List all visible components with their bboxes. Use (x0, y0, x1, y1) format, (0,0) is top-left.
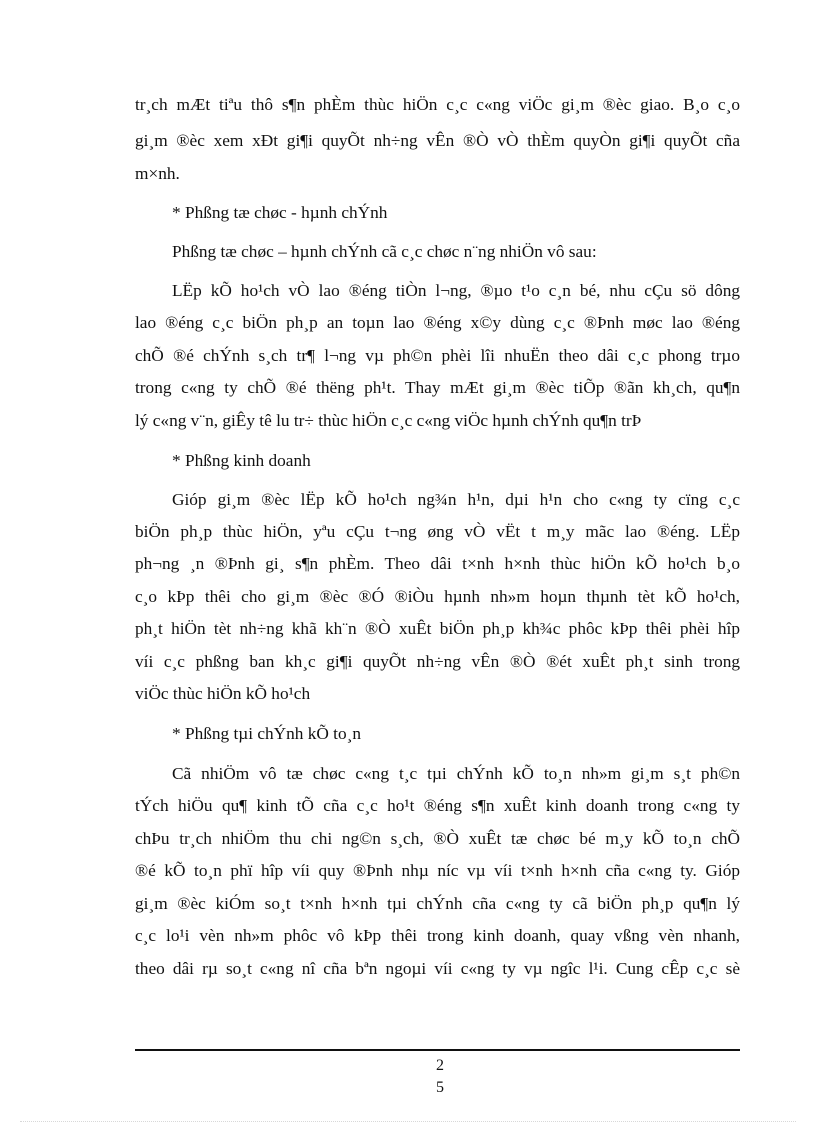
text-line: Cã nhiÖm vô tæ chøc c«ng t¸c tµi chÝnh kÕ to¸n nh»m gi¸m s¸t ph©n (172, 764, 740, 783)
text-line: tr¸ch mÆt tiªu thô s¶n phÈm thùc hiÖn c¸c c«ng viÖc gi¸m ®èc giao. B¸o c¸o (135, 95, 740, 114)
text-line: theo dâi rµ so¸t c«ng nî cña bªn ngoµi víi c«ng ty vµ ngîc l¹i. Cung cÊp c¸c sè (135, 959, 740, 978)
section-heading: * Phßng tæ chøc - hµnh chÝnh (172, 203, 388, 222)
page-number: 2 (436, 1057, 444, 1074)
text-line: tÝch hiÖu qu¶ kinh tÕ cña c¸c ho¹t ®éng s¶n xuÊt kinh doanh trong c«ng ty (135, 796, 740, 815)
text-line: chÕ ®é chÝnh s¸ch tr¶ l¬ng vµ ph©n phèi lîi nhuËn theo dâi c¸c phong trµo (135, 346, 740, 365)
text-line: ®é kÕ to¸n phï hîp víi quy ®Þnh nhµ níc vµ víi t×nh h×nh cña c«ng ty. Gióp (135, 861, 740, 880)
text-line: viÖc thùc hiÖn kÕ ho¹ch (135, 684, 311, 703)
text-line: trong c«ng ty chÕ ®é thëng ph¹t. Thay mÆt gi¸m ®èc tiÕp ®ãn kh¸ch, qu¶n (135, 378, 740, 397)
text-line: ph¸t hiÖn tèt nh÷ng khã kh¨n ®Ò xuÊt biÖn ph¸p kh¾c phôc kÞp thêi phèi hîp (135, 619, 740, 638)
text-line: gi¸m ®èc xem xÐt gi¶i quyÕt nh÷ng vÊn ®Ò vÒ thÈm quyÒn gi¶i quyÕt cña (135, 131, 740, 150)
text-line: chÞu tr¸ch nhiÖm thu chi ng©n s¸ch, ®Ò xuÊt tæ chøc bé m¸y kÕ to¸n chÕ (135, 829, 740, 848)
page-bottom-border (20, 1121, 796, 1122)
text-line: víi c¸c phßng ban kh¸c gi¶i quyÕt nh÷ng vÊn ®Ò ®ét xuÊt ph¸t sinh trong (135, 652, 740, 671)
text-line: gi¸m ®èc kiÓm so¸t t×nh h×nh tµi chÝnh cña c«ng ty cã biÖn ph¸p qu¶n lý (135, 894, 740, 913)
text-line: ph¬ng ¸n ®Þnh gi¸ s¶n phÈm. Theo dâi t×nh h×nh thùc hiÖn kÕ ho¹ch b¸o (135, 554, 740, 573)
footer-divider (135, 1049, 740, 1051)
text-line: Phßng tæ chøc – hµnh chÝnh cã c¸c chøc n¨ng nhiÖn vô sau: (172, 242, 597, 261)
text-line: m×nh. (135, 164, 180, 183)
text-line: biÖn ph¸p thùc hiÖn, yªu cÇu t¬ng øng vÒ vËt t m¸y mãc lao ®éng. LËp (135, 522, 740, 541)
text-line: c¸c lo¹i vèn nh»m phôc vô kÞp thêi trong kinh doanh, quay vßng vèn nhanh, (135, 926, 740, 945)
text-line: lao ®éng c¸c biÖn ph¸p an toµn lao ®éng x©y dùng c¸c ®Þnh møc lao ®éng (135, 313, 740, 332)
text-line: LËp kÕ ho¹ch vÒ lao ®éng tiÒn l¬ng, ®µo t¹o c¸n bé, nhu cÇu sö dông (172, 281, 740, 300)
page-number: 5 (436, 1079, 444, 1096)
section-heading: * Phßng kinh doanh (172, 451, 311, 470)
text-line: c¸o kÞp thêi cho gi¸m ®èc ®Ó ®iÒu hµnh nh»m hoµn thµnh tèt kÕ ho¹ch, (135, 587, 740, 606)
text-line: Gióp gi¸m ®èc lËp kÕ ho¹ch ng¾n h¹n, dµi h¹n cho c«ng ty cïng c¸c (172, 490, 740, 509)
section-heading: * Phßng tµi chÝnh kÕ to¸n (172, 724, 362, 743)
text-line: lý c«ng v¨n, giÊy tê lu tr÷ thùc hiÖn c¸c c«ng viÖc hµnh chÝnh qu¶n trÞ (135, 411, 642, 430)
